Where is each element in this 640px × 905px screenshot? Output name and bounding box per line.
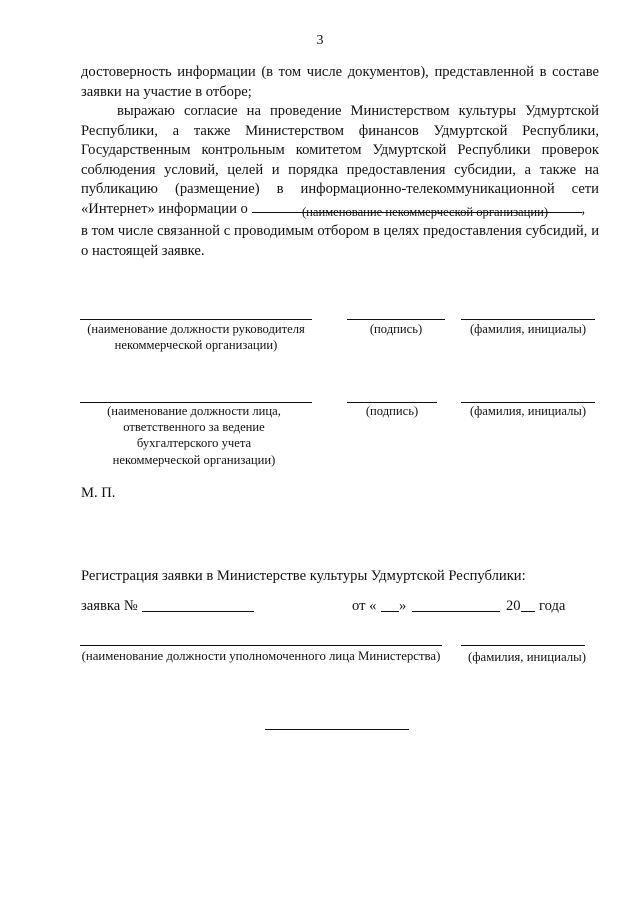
paragraph-reliability: достоверность информации (в том числе документов), представленной в составе заявки на участие в отборе; [81, 64, 599, 100]
accountant-name-caption: (фамилия, инициалы) [469, 404, 587, 418]
date-from-label: от « [352, 598, 377, 614]
ministry-name-line[interactable] [461, 645, 585, 646]
paragraph-consent [81, 102, 599, 220]
accountant-position-caption: (наименование должности лица, ответственного за ведение бухгалтерского учета некоммерческой организации) [107, 404, 281, 467]
head-signature-caption: (подпись) [369, 322, 423, 336]
date-month-field[interactable] [412, 611, 500, 612]
consent-comma: , [581, 200, 586, 217]
year-suffix: года [539, 598, 566, 614]
date-day-field[interactable] [381, 611, 399, 612]
head-name-caption: (фамилия, инициалы) [469, 322, 587, 336]
application-label: заявка № [81, 598, 138, 614]
ministry-name-caption: (фамилия, инициалы) [468, 650, 586, 664]
head-position-caption: (наименование должности руководителя некоммерческой организации) [87, 322, 305, 353]
registration-title: Регистрация заявки в Министерстве культуры Удмуртской Республики: [81, 568, 526, 584]
organization-name-caption: (наименование некоммерческой организации) [301, 205, 549, 219]
end-separator-line [265, 729, 409, 730]
date-quote-close: » [399, 598, 407, 614]
accountant-signature-caption: (подпись) [365, 404, 419, 418]
date-year-field[interactable] [521, 611, 535, 612]
head-position-line[interactable] [80, 319, 312, 320]
stamp-place: М. П. [81, 485, 116, 501]
year-prefix: 20 [506, 598, 521, 614]
paragraph-related-selection: в том числе связанной с проводимым отбором в целях предоставления субсидий, и о настоящей заявке. [81, 223, 599, 259]
ministry-position-line[interactable] [80, 645, 442, 646]
head-name-line[interactable] [461, 319, 595, 320]
ministry-position-caption: (наименование должности уполномоченного лица Министерства) [81, 649, 441, 663]
application-number-field[interactable] [142, 611, 254, 612]
head-signature-line[interactable] [347, 319, 445, 320]
page-number: 3 [316, 33, 324, 48]
consent-text: выражаю согласие на проведение Министерством культуры Удмуртской Республики, а также Министерством финансов Удмуртской Республики, Государственным контрольным комитетом Удмуртской Республики проверок соблюдения условий, целей и порядка предоставления субсидии, а также на публикацию (размещение) в информационно-телекоммуникационной сети «Интернет» информации о [81, 103, 599, 217]
